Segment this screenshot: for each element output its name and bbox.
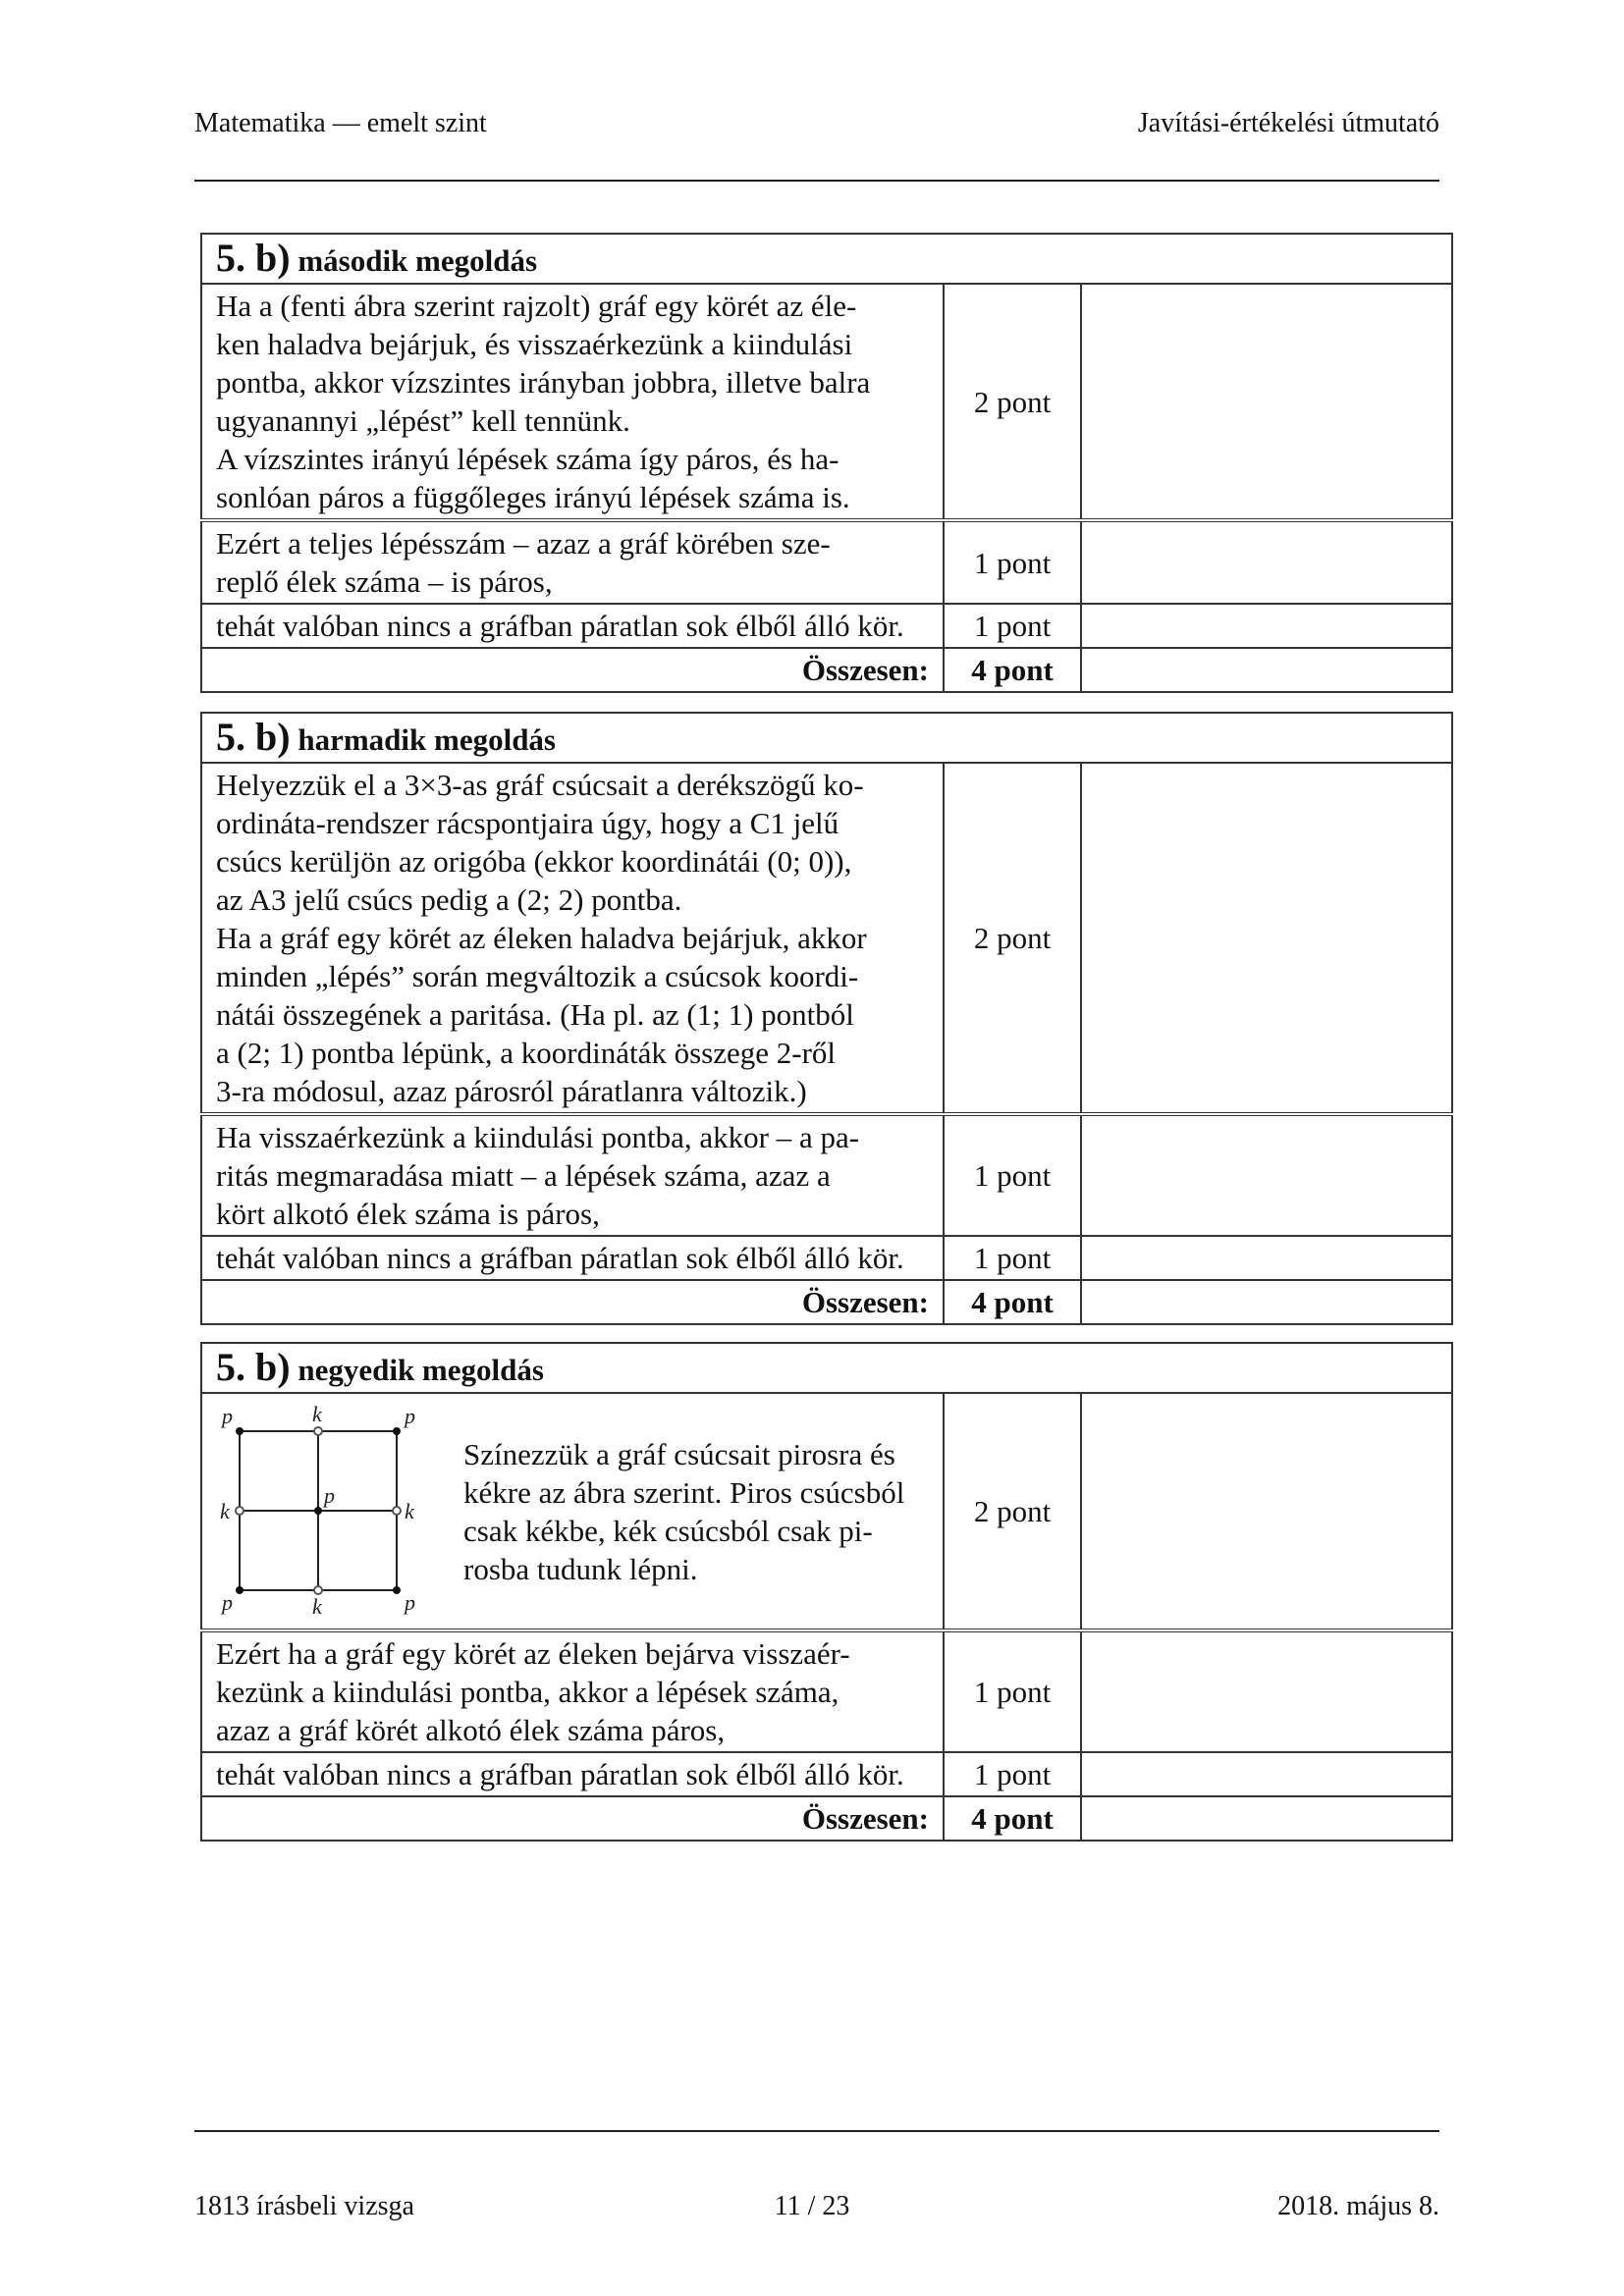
vertex-label: k [220, 1498, 230, 1523]
solution-step-text [201, 1630, 944, 1752]
vertex-blue [314, 1586, 322, 1594]
step-1-text: Helyezzük el a 3×3-as gráf csúcsait a derékszögű ko- ordináta-rendszer rácspontjaira úgy, hogy a C1 jelű csúcs kerüljön az origóba (ekkor koordinátái (0; 0)), az A3 jelű csúcs pedig a (2; 2) pontba. Ha a gráf egy körét az éleken haladva bejárjuk, akkor minden „lépés” során megváltozik a csúcsok koordi- nátái összegének a paritása. (Ha pl. az (1; 1) pontból a (2; 1) pontba lépünk, a koordináták összege 2-ről 3-ra módosul, azaz párosról páratlanra változik.) [216, 768, 867, 1108]
solution-title [201, 234, 1452, 284]
vertex-label: k [312, 1593, 322, 1619]
remark-cell [1081, 1752, 1452, 1796]
step-2-text: Ha visszaérkezünk a kiindulási pontba, akkor – a pa- ritás megmaradása miatt – a lépések száma, azaz a kört alkotó élek száma is páros, [216, 1120, 860, 1231]
step-2-text: Ezért ha a gráf egy körét az éleken bejárva visszaér- kezünk a kiindulási pontba, akkor a lépések száma, azaz a gráf körét alkotó élek száma páros, [216, 1636, 850, 1747]
solution-table-fourth [200, 1342, 1453, 1842]
vertex-blue [314, 1427, 322, 1435]
remark-cell [1081, 1393, 1452, 1630]
solution-step-with-figure [201, 1393, 944, 1630]
task-number: 5. b) [216, 715, 291, 759]
vertex-label: p [405, 1403, 415, 1428]
solution-step-text: tehát valóban nincs a gráfban páratlan sok élből álló kör. [201, 1752, 944, 1796]
total-label: Összesen: [201, 648, 944, 692]
step-points: 2 pont [944, 763, 1081, 1114]
vertex-red [236, 1586, 244, 1594]
vertex-blue [236, 1507, 244, 1515]
remark-cell [1081, 763, 1452, 1114]
vertex-blue [393, 1507, 401, 1515]
step-points: 1 pont [944, 1236, 1081, 1280]
total-points: 4 pont [944, 1280, 1081, 1324]
step-points: 2 pont [944, 284, 1081, 520]
solution-title [201, 713, 1452, 763]
solution-table-third [200, 712, 1453, 1325]
task-number: 5. b) [216, 1345, 291, 1389]
vertex-red [393, 1427, 401, 1435]
vertex-red [393, 1586, 401, 1594]
remark-cell [1081, 284, 1452, 520]
remark-cell [1081, 1796, 1452, 1841]
vertex-label: p [324, 1482, 335, 1508]
step-2-text: Ezért a teljes lépésszám – azaz a gráf körében sze- replő élek száma – is páros, [216, 526, 831, 599]
remark-cell [1081, 520, 1452, 604]
step-points: 1 pont [944, 1114, 1081, 1236]
step-points: 2 pont [944, 1393, 1081, 1630]
solution-step-text [201, 284, 944, 520]
task-number: 5. b) [216, 236, 291, 280]
total-points: 4 pont [944, 1796, 1081, 1841]
footer-exam-code: 1813 írásbeli vizsga [194, 2191, 414, 2221]
solution-step-text: tehát valóban nincs a gráfban páratlan sok élből álló kör. [201, 604, 944, 648]
solution-title [201, 1343, 1452, 1393]
remark-cell [1081, 604, 1452, 648]
solution-step-text [201, 1114, 944, 1236]
step-points: 1 pont [944, 1630, 1081, 1752]
remark-cell [1081, 1630, 1452, 1752]
vertex-red [236, 1427, 244, 1435]
total-points: 4 pont [944, 648, 1081, 692]
vertex-label: p [405, 1589, 415, 1615]
total-label: Összesen: [201, 1796, 944, 1841]
header-rule [194, 180, 1439, 182]
total-label: Összesen: [201, 1280, 944, 1324]
step-1-text: Ha a (fenti ábra szerint rajzolt) gráf egy körét az éle- ken haladva bejárjuk, és visszaérkezünk a kiindulási pontba, akkor vízszintes irányban jobbra, illetve balra ugyanannyi „lépést” kell tennünk. A vízszintes irányú lépések száma így páros, és ha- sonlóan páros a függőleges irányú lépések száma is. [216, 289, 871, 514]
solution-table-second [200, 233, 1453, 693]
step-1-text: Színezzük a gráf csúcsait pirosra és kékre az ábra szerint. Piros csúcsból csak kékbe, kék csúcsból csak pi- rosba tudunk lépni. [463, 1436, 905, 1586]
solution-step-text [201, 520, 944, 604]
footer-date: 2018. május 8. [1277, 2191, 1439, 2221]
vertex-label: k [405, 1498, 414, 1523]
vertex-label: p [222, 1403, 233, 1428]
solution-subtitle: harmadik megoldás [298, 722, 556, 757]
footer-page-number: 11 / 23 [774, 2191, 850, 2221]
remark-cell [1081, 1114, 1452, 1236]
step-points: 1 pont [944, 604, 1081, 648]
vertex-label: p [222, 1589, 233, 1615]
solution-subtitle: második megoldás [298, 243, 538, 278]
step-points: 1 pont [944, 1752, 1081, 1796]
remark-cell [1081, 1236, 1452, 1280]
header-subject: Matematika — emelt szint [194, 108, 487, 138]
footer-rule [194, 2130, 1439, 2132]
vertex-red [314, 1507, 322, 1515]
vertex-label: k [312, 1403, 322, 1426]
figure-row [202, 1400, 943, 1624]
solution-step-text: tehát valóban nincs a gráfban páratlan sok élből álló kör. [201, 1236, 944, 1280]
header-guide-title: Javítási-értékelési útmutató [1137, 108, 1439, 138]
solution-step-text [201, 763, 944, 1114]
step-points: 1 pont [944, 520, 1081, 604]
remark-cell [1081, 648, 1452, 692]
remark-cell [1081, 1280, 1452, 1324]
colored-grid-figure [208, 1404, 434, 1620]
solution-subtitle: negyedik megoldás [298, 1353, 544, 1387]
